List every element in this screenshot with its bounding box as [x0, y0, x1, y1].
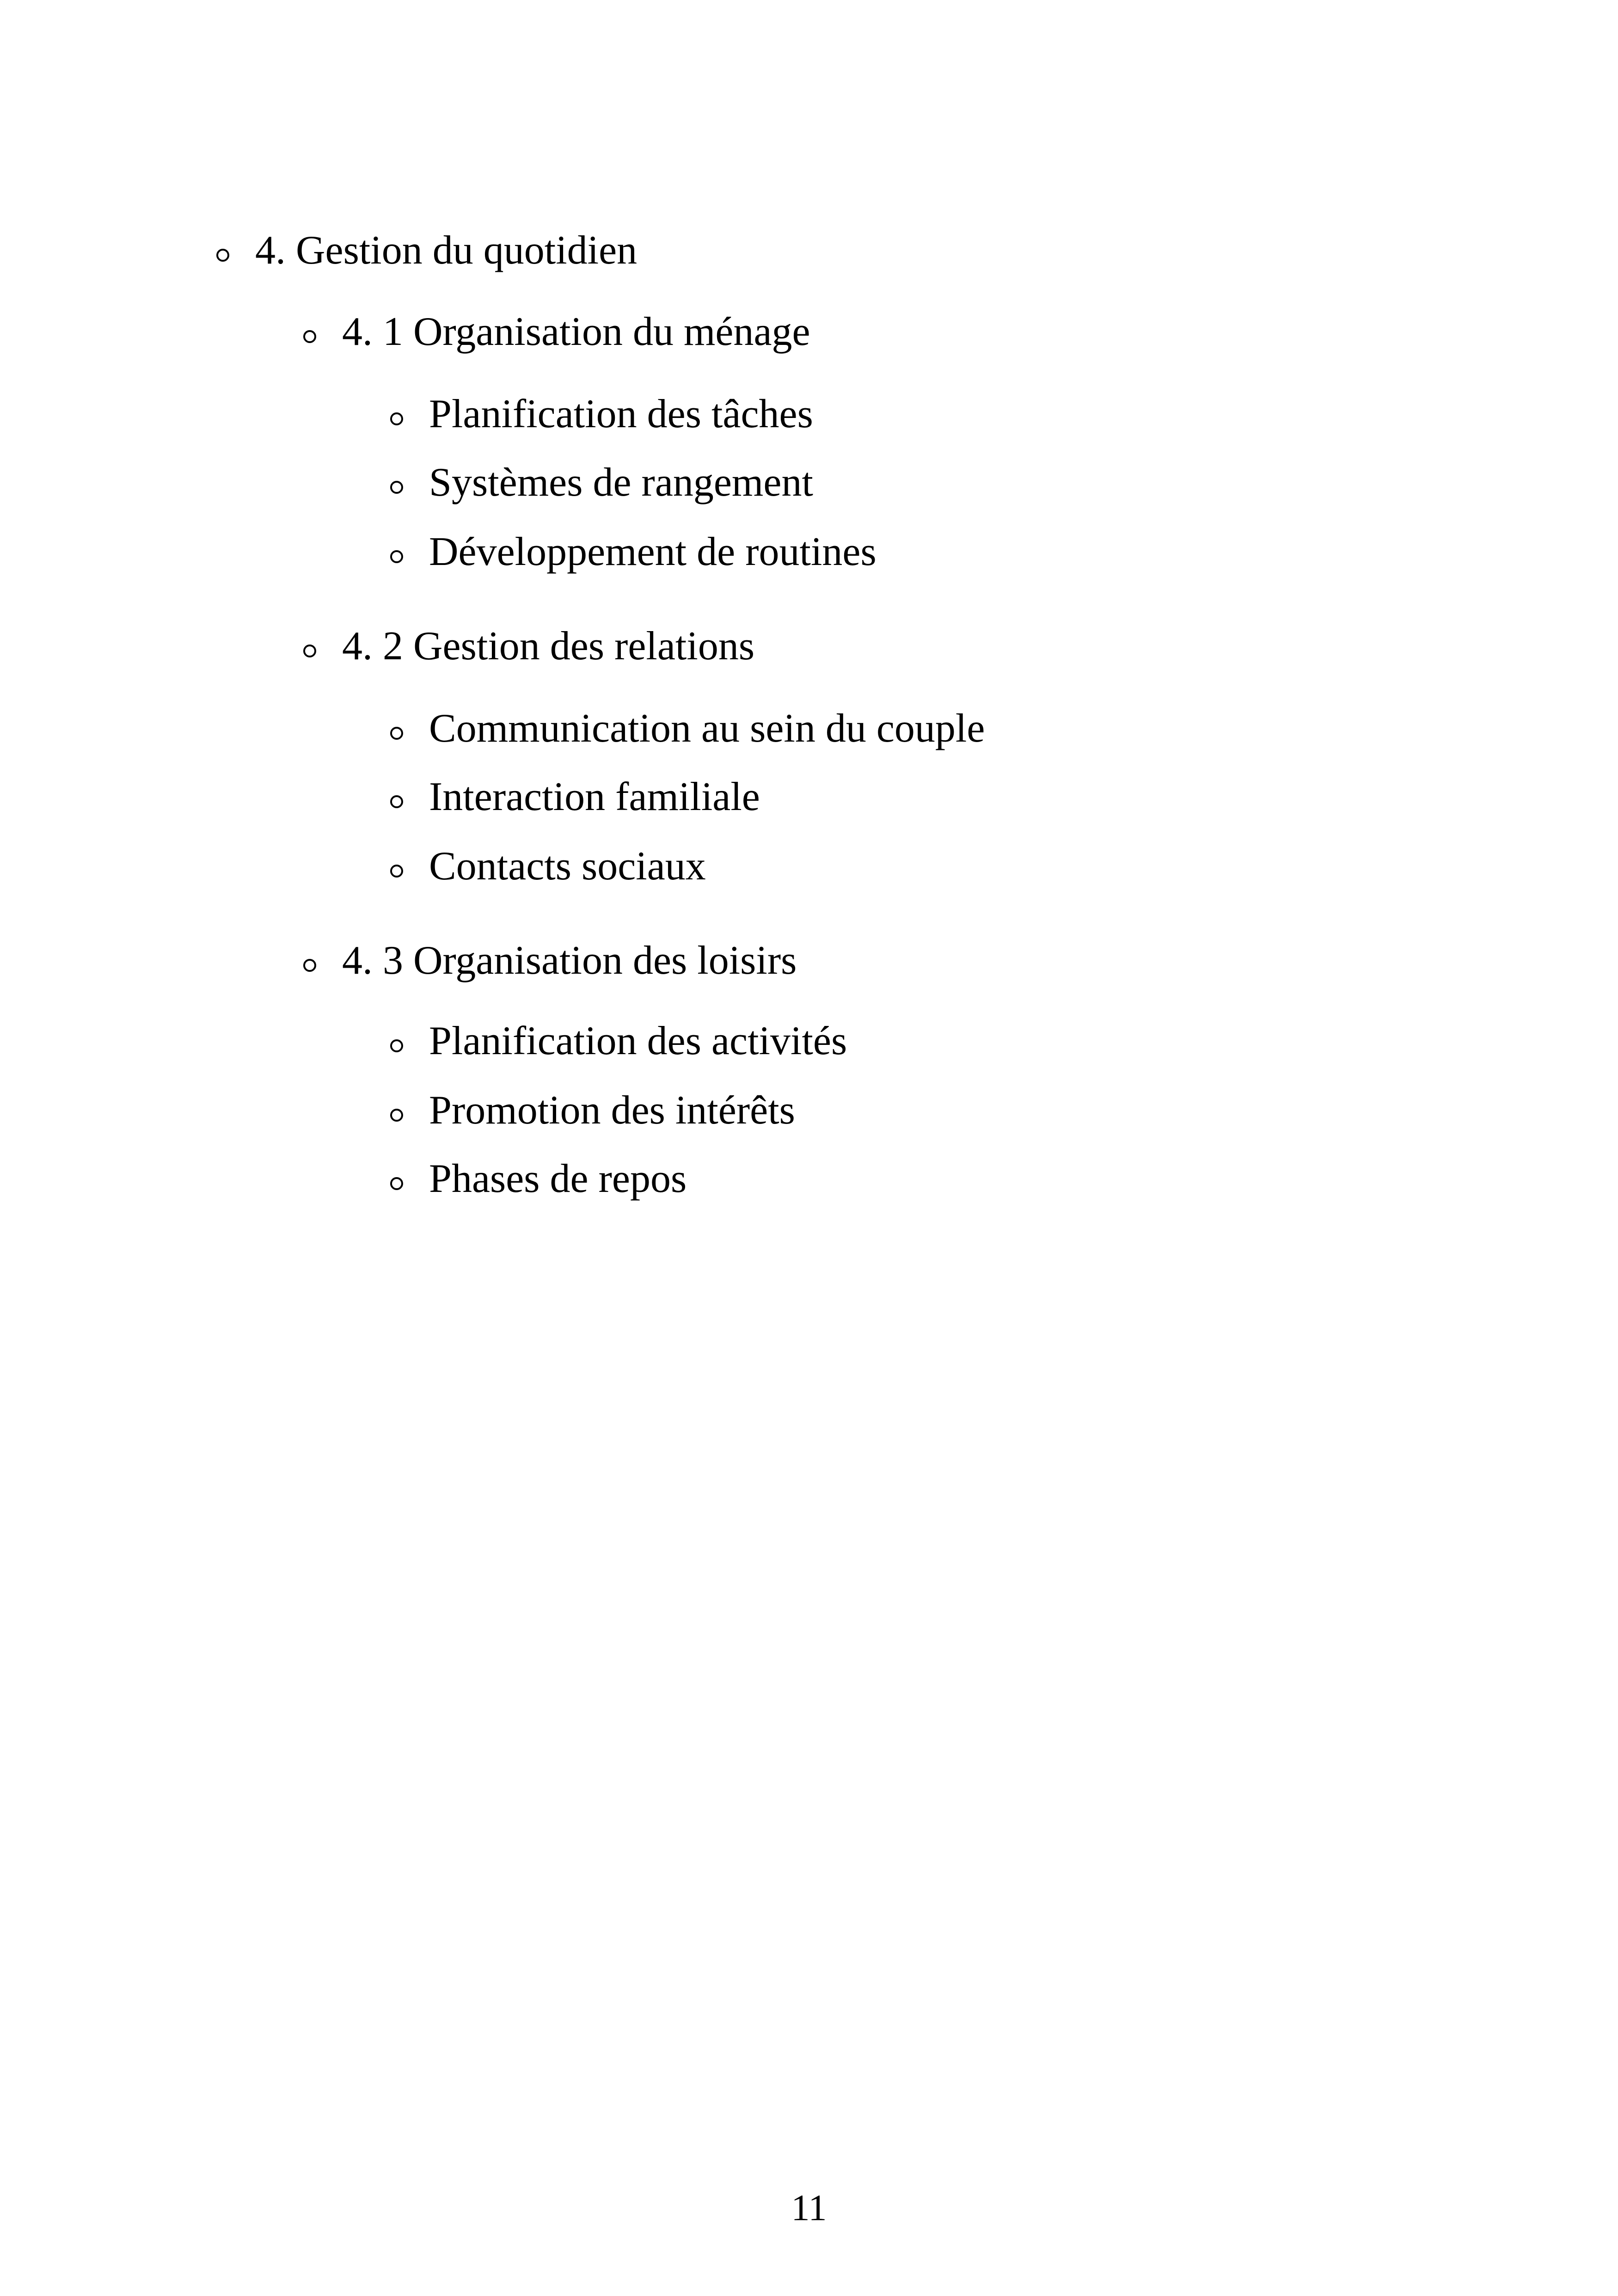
bullet-circle-icon — [390, 412, 403, 425]
bullet-circle-icon — [216, 249, 229, 262]
outline-item-label: Développement de routines — [429, 529, 876, 574]
outline-item-label: Systèmes de rangement — [429, 460, 813, 505]
subsection-heading: 4. 2 Gestion des relations — [342, 624, 755, 669]
bullet-circle-icon — [303, 645, 316, 657]
bullet-circle-icon — [390, 727, 403, 740]
page-number: 11 — [791, 2188, 827, 2228]
bullet-circle-icon — [390, 1109, 403, 1122]
section-heading: 4. Gestion du quotidien — [255, 228, 637, 273]
outline-item-label: Communication au sein du couple — [429, 706, 985, 751]
bullet-circle-icon — [390, 865, 403, 878]
bullet-circle-icon — [390, 1177, 403, 1190]
outline-item-label: Planification des activités — [429, 1019, 847, 1063]
outline-item-label: Planification des tâches — [429, 392, 813, 436]
subsection-heading: 4. 1 Organisation du ménage — [342, 309, 810, 354]
outline-item-label: Interaction familiale — [429, 774, 760, 819]
bullet-circle-icon — [390, 1039, 403, 1052]
bullet-circle-icon — [390, 550, 403, 563]
outline-item-label: Promotion des intérêts — [429, 1088, 795, 1133]
bullet-circle-icon — [303, 330, 316, 343]
outline-item-label: Phases de repos — [429, 1156, 687, 1201]
bullet-circle-icon — [390, 795, 403, 808]
subsection-heading: 4. 3 Organisation des loisirs — [342, 938, 797, 983]
bullet-circle-icon — [303, 959, 316, 972]
bullet-circle-icon — [390, 481, 403, 494]
outline-item-label: Contacts sociaux — [429, 844, 706, 889]
